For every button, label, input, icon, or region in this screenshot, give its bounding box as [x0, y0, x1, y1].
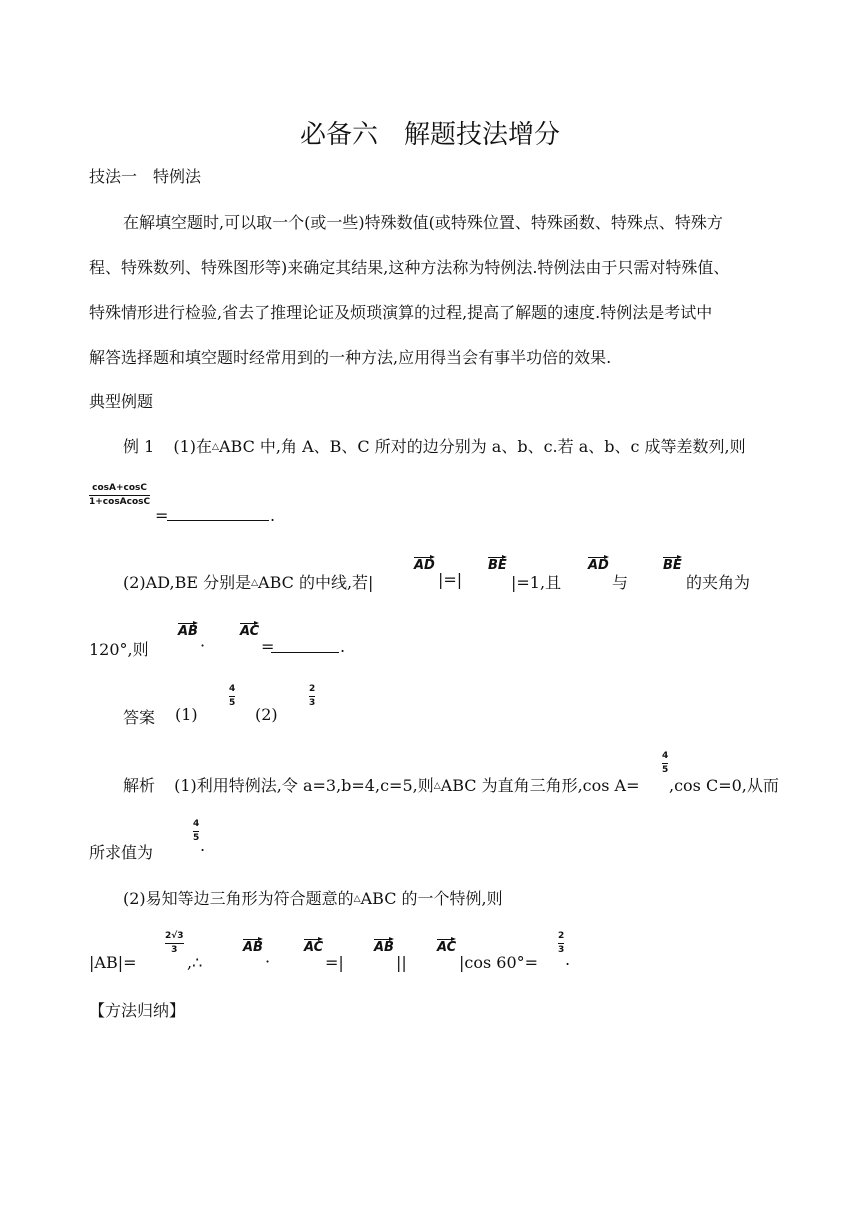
answer-label: 答案	[123, 708, 156, 727]
analysis-text-c: ,cos C=0,从而	[669, 776, 779, 795]
equals-sign: =	[155, 506, 169, 525]
fraction-denominator: 5	[662, 765, 669, 775]
fraction-numerator: 2√3	[165, 931, 184, 941]
period: .	[200, 836, 206, 855]
vector-arrow-icon	[663, 555, 682, 559]
vector-ac	[240, 621, 259, 638]
vector-label: AC	[240, 624, 260, 639]
vector-ad	[414, 555, 435, 572]
q2-text-j: .	[340, 637, 346, 656]
fraction-bar	[229, 696, 235, 697]
vector-arrow-icon	[437, 937, 456, 941]
vector-ab	[243, 937, 263, 954]
fraction-bar	[309, 696, 315, 697]
vector-ac	[437, 937, 456, 954]
vector-arrow-icon	[243, 937, 263, 941]
vector-arrow-icon	[178, 621, 198, 625]
vector-ab	[374, 937, 394, 954]
vector-label: BE	[488, 558, 507, 573]
triangle-icon: △	[212, 442, 219, 452]
method-summary-heading: 【方法归纳】	[89, 1001, 186, 1020]
fraction-bar	[89, 495, 150, 496]
fraction-cos-expression	[89, 484, 150, 507]
period: .	[270, 506, 276, 525]
fraction-denominator: 5	[193, 833, 200, 843]
analysis-text-b: ABC 为直角三角形,cos A=	[440, 776, 640, 795]
question-2-prefix	[123, 570, 373, 593]
intro-line-4: 解答选择题和填空题时经常用到的一种方法,应用得当会有事半功倍的效果.	[89, 348, 612, 367]
q2-text-g: 120°,则	[89, 640, 149, 659]
vector-label: AC	[304, 940, 324, 955]
fraction-numerator: 4	[193, 819, 200, 829]
q2-text-b: ABC 的中线,若|	[258, 573, 374, 592]
vector-arrow-icon	[414, 555, 435, 559]
fraction-numerator: 2	[309, 684, 316, 694]
fraction-numerator: cosA+cosC	[92, 483, 147, 493]
dot-product-sign: ·	[200, 636, 206, 655]
cos-result-fraction	[558, 932, 564, 955]
analysis-line-4-start: |AB|=	[89, 953, 137, 972]
vector-arrow-icon	[240, 621, 259, 625]
fraction-denominator: 3	[171, 945, 178, 955]
vector-label: AB	[374, 940, 394, 955]
triangle-icon: △	[353, 894, 361, 904]
fraction-denominator: 5	[229, 698, 236, 708]
intro-line-2: 程、特殊数列、特殊图形等)来确定其结果,这种方法称为特例法.特例法由于只需对特殊值、	[89, 258, 730, 277]
intro-line-3: 特殊情形进行检验,省去了推理论证及烦琐演算的过程,提高了解题的速度.特例法是考试中	[89, 303, 713, 322]
vector-be	[488, 555, 507, 572]
fraction-bar	[662, 763, 668, 764]
vector-arrow-icon	[374, 937, 394, 941]
answer-blank-1	[167, 506, 269, 521]
fraction-denominator: 1+cosAcosC	[89, 497, 151, 507]
intro-line-1: 在解填空题时,可以取一个(或一些)特殊数值(或特殊位置、特殊函数、特殊点、特殊方	[123, 213, 723, 232]
fraction-numerator: 4	[662, 751, 669, 761]
question-1-prefix: (1)在	[173, 437, 213, 456]
answer-1-fraction	[229, 685, 235, 708]
vector-ac	[304, 937, 323, 954]
vector-label: AB	[178, 624, 198, 639]
fraction-bar	[193, 831, 199, 832]
vector-label: AD	[588, 558, 609, 573]
analysis-text-l3a: (2)易知等边三角形为符合题意的	[123, 889, 354, 908]
triangle-icon: △	[433, 781, 441, 791]
analysis-line-3	[123, 886, 503, 909]
analysis-label: 解析	[123, 776, 156, 795]
vector-arrow-icon	[304, 937, 323, 941]
fraction-numerator: 2	[558, 931, 565, 941]
vector-ad	[588, 555, 609, 572]
page-title: 必备六 解题技法增分	[300, 120, 561, 150]
fraction-bar	[165, 943, 184, 944]
fraction-denominator: 3	[309, 698, 316, 708]
question-1-text: ABC 中,角 A、B、C 所对的边分别为 a、b、c.若 a、b、c 成等差数列,则	[218, 437, 746, 456]
vector-label: BE	[663, 558, 682, 573]
q2-text-i: =	[261, 637, 275, 656]
dot-product-sign: ·	[265, 952, 271, 971]
vector-arrow-icon	[588, 555, 609, 559]
q2-text-e: 与	[612, 573, 629, 592]
section-heading: 技法一 特例法	[89, 167, 202, 186]
result-fraction	[193, 820, 199, 843]
vector-arrow-icon	[488, 555, 507, 559]
vector-ab	[178, 621, 198, 638]
answer-blank-2	[271, 638, 339, 653]
therefore-sign: ,∴	[187, 953, 203, 972]
analysis-text-l4e: ||	[396, 953, 407, 972]
fraction-bar	[558, 943, 564, 944]
cos-a-fraction	[662, 752, 668, 775]
q2-text-d: |=1,且	[511, 573, 562, 592]
answer-2-label: (2)	[255, 705, 278, 724]
vector-label: AC	[437, 940, 457, 955]
vector-be	[663, 555, 682, 572]
typical-heading: 典型例题	[89, 392, 154, 411]
fraction-numerator: 4	[229, 684, 236, 694]
q2-text-c: |=|	[438, 570, 463, 589]
fraction-denominator: 3	[558, 945, 565, 955]
triangle-icon: △	[251, 578, 259, 588]
answer-2-fraction	[309, 685, 315, 708]
analysis-text-l4f: |cos 60°=	[459, 953, 539, 972]
vector-label: AD	[414, 558, 435, 573]
answer-1-label: (1)	[175, 705, 198, 724]
analysis-text-l4d: =|	[325, 953, 344, 972]
q2-text-f: 的夹角为	[686, 573, 751, 592]
analysis-text-l3b: ABC 的一个特例,则	[360, 889, 503, 908]
q2-text-a: (2)AD,BE 分别是	[123, 573, 252, 592]
example-label: 例 1	[123, 437, 155, 456]
analysis-text-a: (1)利用特例法,令 a=3,b=4,c=5,则	[174, 776, 434, 795]
side-length-fraction	[165, 932, 184, 955]
analysis-line-1	[123, 773, 640, 796]
example-1-question-1	[123, 434, 746, 457]
vector-label: AB	[243, 940, 263, 955]
analysis-line-2: 所求值为	[89, 843, 154, 862]
period: .	[565, 950, 571, 969]
